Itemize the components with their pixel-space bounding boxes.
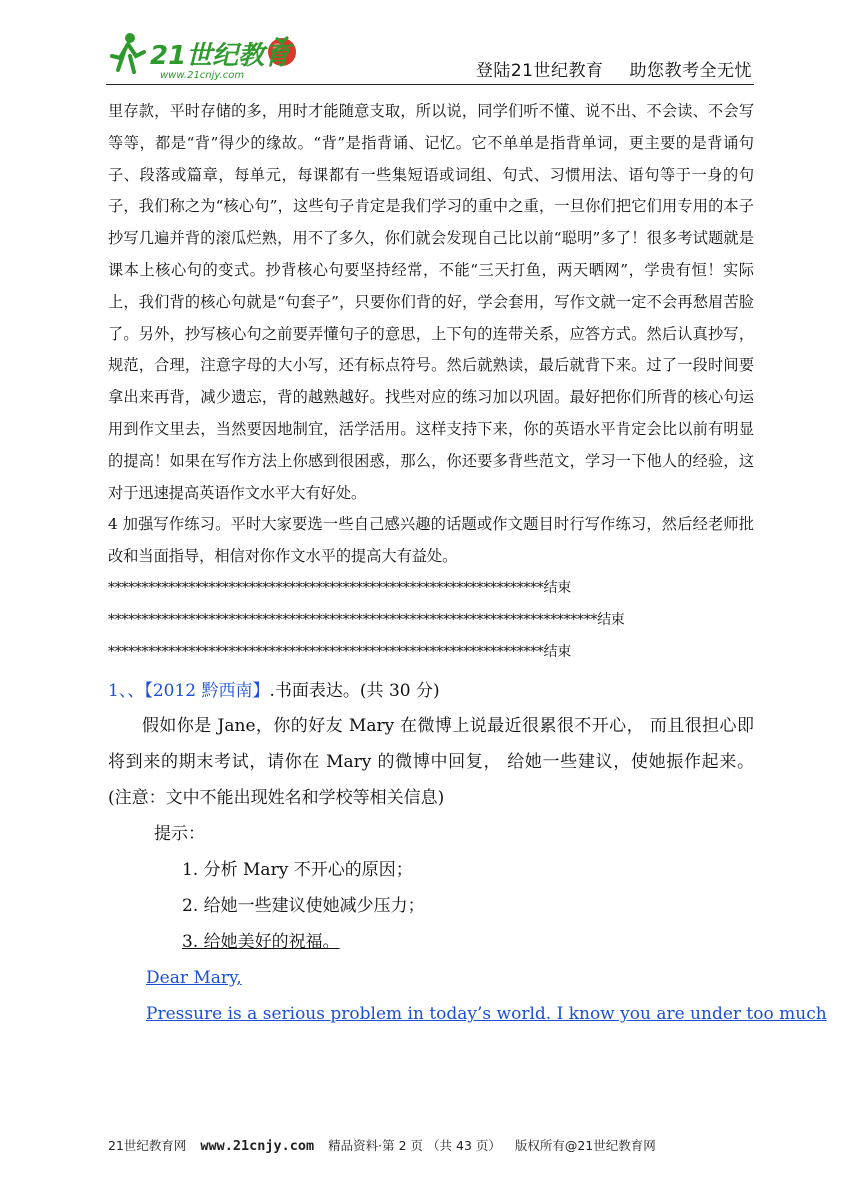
paragraph-memorization: 里存款，平时存储的多，用时才能随意支取，所以说，同学们听不懂、说不出、不会读、不会写等等，都是“背”得少的缘故。“背”是指背诵、记忆。它不单单是指背单词，更主要的是背诵句子、段落或篇章，每单元，每课都有一些集短语或词组、句式、习惯用法、语句等于一身的句子，我们称之为“核心句”，这些句子肯定是我们学习的重中之重，一旦你们把它们用专用的本子抄写几遍并背的滚瓜烂熟，用不了多久，你们就会发现自己比以前“聪明”多了！很多考试题就是课本上核心句的变式。抄背核心句要坚持经常，不能“三天打鱼，两天晒网”，学贵有恒！实际上，我们背的核心句就是“句套子”，只要你们背的好，学会套用，写作文就一定不会再愁眉苦脸了。另外，抄写核心句之前要弄懂句子的意思，上下句的连带关系，应答方式。然后认真抄写，规范，合理，注意字母的大小写，还有标点符号。然后就熟读，最后就背下来。过了一段时间要拿出来再背，减少遗忘，背的越熟越好。找些对应的练习加以巩固。最好把你们所背的核心句运用到作文里去，当然要因地制宜，活学活用。这样支持下来，你的英语水平肯定会比以前有明显的提高！如果在写作方法上你感到很困惑，那么，你还要多背些范文，学习一下他人的经验，这对于迅速提高英语作文水平大有好处。: [108, 102, 754, 502]
question-source: 、【2012 黔西南】: [127, 681, 270, 702]
paragraph-writing-practice: 4 加强写作练习。平时大家要选一些自己感兴趣的话题或作文题目时行写作练习，然后经老师批改和当面指导，相信对你作文水平的提高大有益处。: [108, 515, 754, 566]
site-logo: [110, 26, 310, 84]
end-line-2: *************************************************************************结束: [108, 611, 625, 628]
answer-greeting: Dear Mary,: [146, 968, 242, 989]
logo-url: www.21cnjy.com: [160, 70, 245, 81]
footer-url: www.21cnjy.com: [200, 1138, 315, 1154]
end-line-1: *****************************************************************结束: [108, 579, 571, 596]
hint-item-1: 1. 分析 Mary 不开心的原因；: [182, 860, 413, 881]
question-number: 1、: [108, 681, 128, 702]
question-title-rest: .书面表达。(共 30 分): [269, 681, 440, 702]
footer-site: 21世纪教育网: [108, 1138, 187, 1153]
slogan-left: 登陆21世纪教育: [475, 61, 604, 81]
hint-item-3: 3. 给她美好的祝福。: [182, 932, 340, 953]
answer-line-1: Pressure is a serious problem in today’s world. I know you are under too much: [146, 1004, 827, 1025]
hint-item-3-row: [108, 924, 754, 960]
page-header: [0, 0, 860, 92]
logo-text: 21世纪教育: [150, 41, 291, 71]
answer-greeting-row: [108, 960, 754, 996]
page-footer: [108, 1136, 666, 1154]
end-line-3: *****************************************************************结束: [108, 643, 571, 660]
question-body: 假如你是 Jane，你的好友 Mary 在微博上说最近很累很不开心， 而且很担心即将到来的期末考试，请你在 Mary 的微博中回复， 给她一些建议，使她振作起来。(注意：文中不能出现姓名和学校等相关信息): [108, 716, 754, 809]
slogan-right: 助您教考全无忧: [629, 61, 752, 81]
header-rule: [106, 84, 754, 85]
footer-copyright: 版权所有@21世纪教育网: [514, 1138, 656, 1153]
answer-line-1-row: [108, 996, 827, 1032]
hint-label: 提示：: [154, 824, 205, 845]
running-figure-icon: [112, 33, 144, 72]
hint-item-2: 2. 给她一些建议使她减少压力；: [182, 896, 425, 917]
document-body: [108, 96, 827, 1032]
question-title: [108, 674, 754, 708]
header-slogan: [476, 56, 752, 81]
footer-page-info: 精品资料·第 2 页 （共 43 页）: [328, 1138, 501, 1153]
